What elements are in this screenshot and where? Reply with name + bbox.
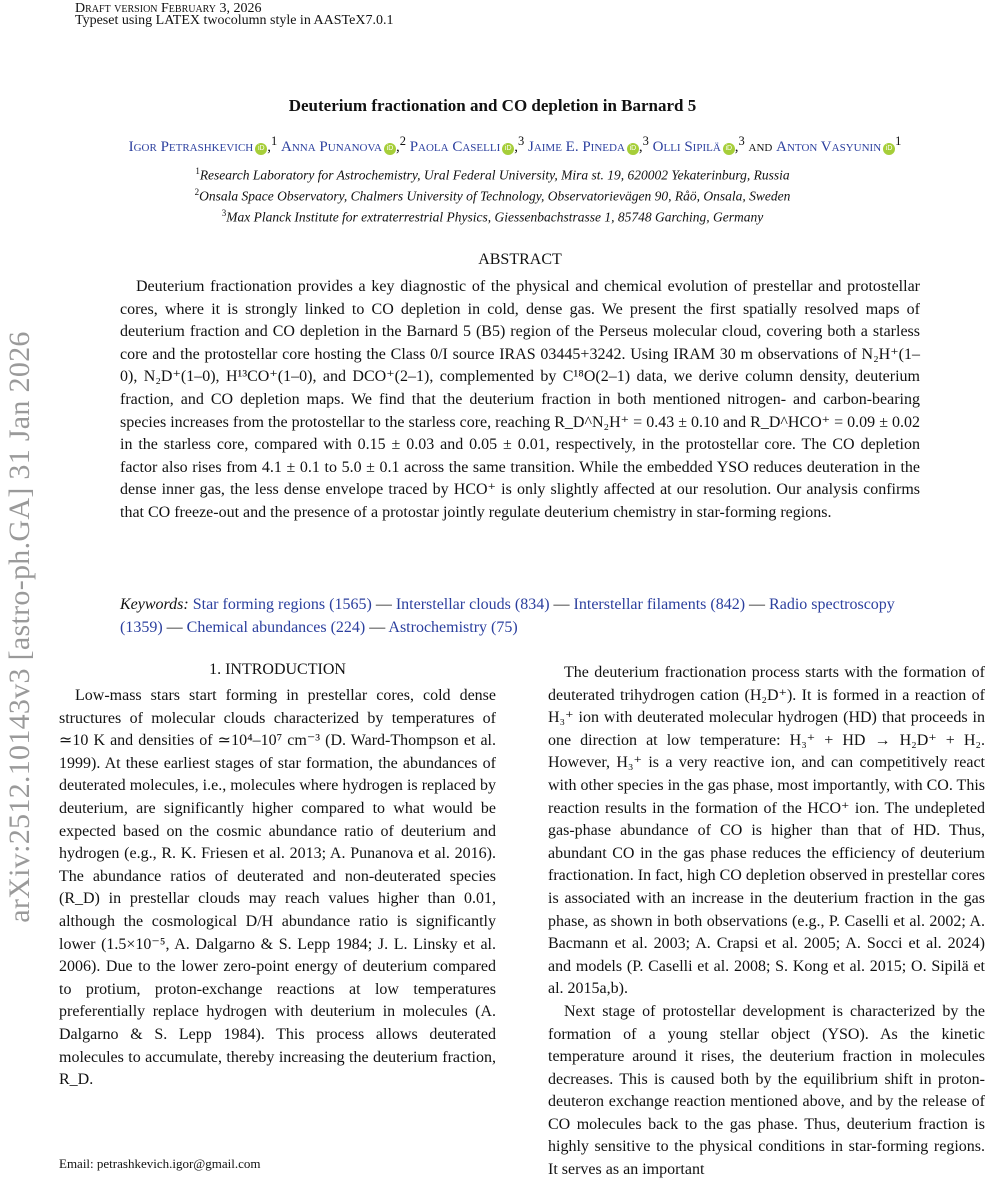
author-affiliation: 3 — [642, 134, 649, 148]
abstract-heading: ABSTRACT — [478, 251, 562, 268]
keywords: Keywords: Star forming regions (1565) — Interstellar clouds (834) — Interstellar filaments (842) — Radio spectroscopy (1359) — Chemical abundances (224) — Astrochemistry (75) — [120, 596, 895, 636]
orcid-icon[interactable]: iD — [384, 143, 396, 155]
keyword-link[interactable]: Chemical abundances (224) — [186, 618, 366, 636]
right-column — [548, 662, 985, 1182]
arxiv-id[interactable]: arXiv:2512.10143v3 [astro-ph.GA] 31 Jan 2026 — [3, 331, 36, 923]
orcid-icon[interactable]: iD — [883, 143, 895, 155]
author-affiliation: 2 — [399, 134, 406, 148]
left-column — [59, 685, 496, 1092]
keyword-link[interactable]: Interstellar clouds (834) — [395, 596, 550, 613]
abstract-body: Deuterium fractionation provides a key diagnostic of the physical and chemical evolution of prestellar and protostellar cores, where it is strongly linked to CO depletion in cold, dense gas. We present the first spatially resolved maps of deuterium fraction and CO depletion in the Barnard 5 (B5) region of the Perseus molecular cloud, covering both a starless core and the protostellar core hosting the Class 0/I source IRAS 03445+3242. Using IRAM 30 m observations of N₂H⁺(1–0), N₂D⁺(1–0), H¹³CO⁺(1–0), and DCO⁺(2–1), complemented by C¹⁸O(2–1) data, we derive column density, deuterium fraction, and CO depletion maps. We find that the deuterium fraction in both mentioned nitrogen- and carbon-bearing species increases from the protostellar to the starless core, reaching R_D^N₂H⁺ = 0.43 ± 0.10 and R_D^HCO⁺ = 0.09 ± 0.02 in the starless core, compared with 0.15 ± 0.03 and 0.05 ± 0.01, respectively, in the protostellar core. The CO depletion factor also rises from 4.1 ± 0.1 to 5.0 ± 0.1 across the same transition. While the embedded YSO reduces deuteration in the dense inner gas, the less dense envelope traced by HCO⁺ is only slightly affected at our resolution. Our analysis confirms that CO freeze-out and the presence of a protostar jointly regulate deuterium chemistry in star-forming regions. — [120, 278, 920, 521]
intro-paragraph: Low-mass stars start forming in prestellar cores, cold dense structures of molecular clouds characterized by temperatures of ≃10 K and densities of ≃10⁴–10⁷ cm⁻³ (D. Ward-Thompson et al. 1999). At these earliest stages of star formation, the abundances of deuterated molecules, i.e., molecules where hydrogen is replaced by deuterium, are significantly higher compared to what would be expected based on the cosmic abundance ratio of deuterium and hydrogen (e.g., R. K. Friesen et al. 2013; A. Punanova et al. 2016). The abundance ratios of deuterated and non-deuterated species (R_D) in prestellar clouds may reach values higher than 0.01, although the cosmological D/H abundance ratio is significantly lower (1.5×10⁻⁵, A. Dalgarno & S. Lepp 1984; J. L. Linsky et al. 2006). Due to the lower zero-point energy of deuterium compared to protium, proton-exchange reactions at low temperatures preferentially replace hydrogen with deuterium in molecules (A. Dalgarno & S. Lepp 1984). This process allows deuterated molecules to accumulate, thereby increasing the deuterium fraction, R_D. — [59, 687, 496, 1089]
author-name[interactable]: Paola Caselli — [409, 139, 501, 155]
orcid-icon[interactable]: iD — [627, 143, 639, 155]
footnote-email: Email: petrashkevich.igor@gmail.com — [59, 1156, 261, 1171]
author-name[interactable]: Olli Sipilä — [652, 139, 721, 155]
keywords-label: Keywords: — [120, 596, 189, 613]
intro-paragraph: The deuterium fractionation process starts with the formation of deuterated trihydrogen cation (H₂D⁺). It is formed in a reaction of H₃⁺ ion with deuterated molecular hydrogen (HD) that proceeds in one direction at low temperature: H₃⁺ + HD → H₂D⁺ + H₂. However, H₃⁺ is a very reactive ion, and can competitively react with other species in the gas phase, most importantly, with CO. This reaction results in the formation of the HCO⁺ ion. The undepleted gas-phase abundance of CO is higher than that of HD. Thus, abundant CO in the gas phase reduces the efficiency of deuterium fractionation. In fact, high CO depletion observed in prestellar cores is associated with an increase in the deuterium fraction in the gas phase, as shown in both observations (e.g., P. Caselli et al. 2002; A. Bacmann et al. 2003; A. Crapsi et al. 2005; A. Socci et al. 2024) and models (P. Caselli et al. 2008; S. Kong et al. 2015; O. Sipilä et al. 2015a,b). — [548, 664, 985, 998]
author-name[interactable]: Anton Vasyunin — [776, 139, 882, 155]
section-heading: 1. INTRODUCTION — [209, 661, 346, 678]
typeset-note: Typeset using LATEX twocolumn style in AASTeX7.0.1 — [75, 13, 394, 28]
orcid-icon[interactable]: iD — [255, 143, 267, 155]
affiliation-3: $^3$Max Planck Institute for extraterrestrial Physics, Giessenbachstrasse 1, 85748 Garching, Germany — [221, 208, 764, 225]
keyword-link[interactable]: Astrochemistry (75) — [388, 618, 518, 636]
author-name[interactable]: Igor Petrashkevich — [128, 139, 254, 155]
draft-version: Draft version February 3, 2026 — [75, 1, 262, 16]
paper-title: Deuterium fractionation and CO depletion in Barnard 5 — [288, 96, 697, 115]
author-affiliation: 3 — [738, 134, 745, 148]
orcid-icon[interactable]: iD — [723, 143, 735, 155]
author-affiliation: 1 — [895, 134, 902, 148]
author-list: Igor Petrashkevich iD ,$^1$ Anna Punanova iD ,$^2$ Paola Caselli iD ,$^3$ Jaime E. Pineda iD ,$^3$ Olli Sipilä iD ,$^3$ and Anton Vasyunin $iD^1$ — [128, 134, 902, 155]
author-affiliation: 1 — [271, 134, 278, 148]
arxiv-sidebar — [0, 262, 40, 992]
author-and: and — [748, 139, 773, 155]
author-name[interactable]: Anna Punanova — [281, 139, 382, 155]
author-name[interactable]: Jaime E. Pineda — [527, 139, 625, 155]
affiliation-2: $^2$Onsala Space Observatory, Chalmers University of Technology, Observatorievägen 90, Råö, Onsala, Sweden — [194, 187, 791, 204]
orcid-icon[interactable]: iD — [502, 143, 514, 155]
affiliation-1: $^1$Research Laboratory for Astrochemistry, Ural Federal University, Mira st. 19, 620002 Yekaterinburg, Russia — [195, 166, 790, 183]
author-affiliation: 3 — [517, 134, 525, 148]
keyword-link[interactable]: Star forming regions (1565) — [192, 596, 372, 613]
intro-paragraph: Next stage of protostellar development is characterized by the formation of a young stellar object (YSO). As the kinetic temperature around it rises, the deuterium fraction in molecules decreases. This is caused both by the equilibrium shift in proton-deuteron exchange reaction mentioned above, and by the release of CO molecules back to the gas phase. Thus, deuterium fraction is highly sensitive to the physical conditions in star-forming regions. It serves as an important — [548, 1002, 985, 1179]
keyword-link[interactable]: Interstellar filaments (842) — [573, 596, 746, 613]
keyword-link[interactable]: Radio spectroscopy (1359) — [120, 596, 895, 636]
